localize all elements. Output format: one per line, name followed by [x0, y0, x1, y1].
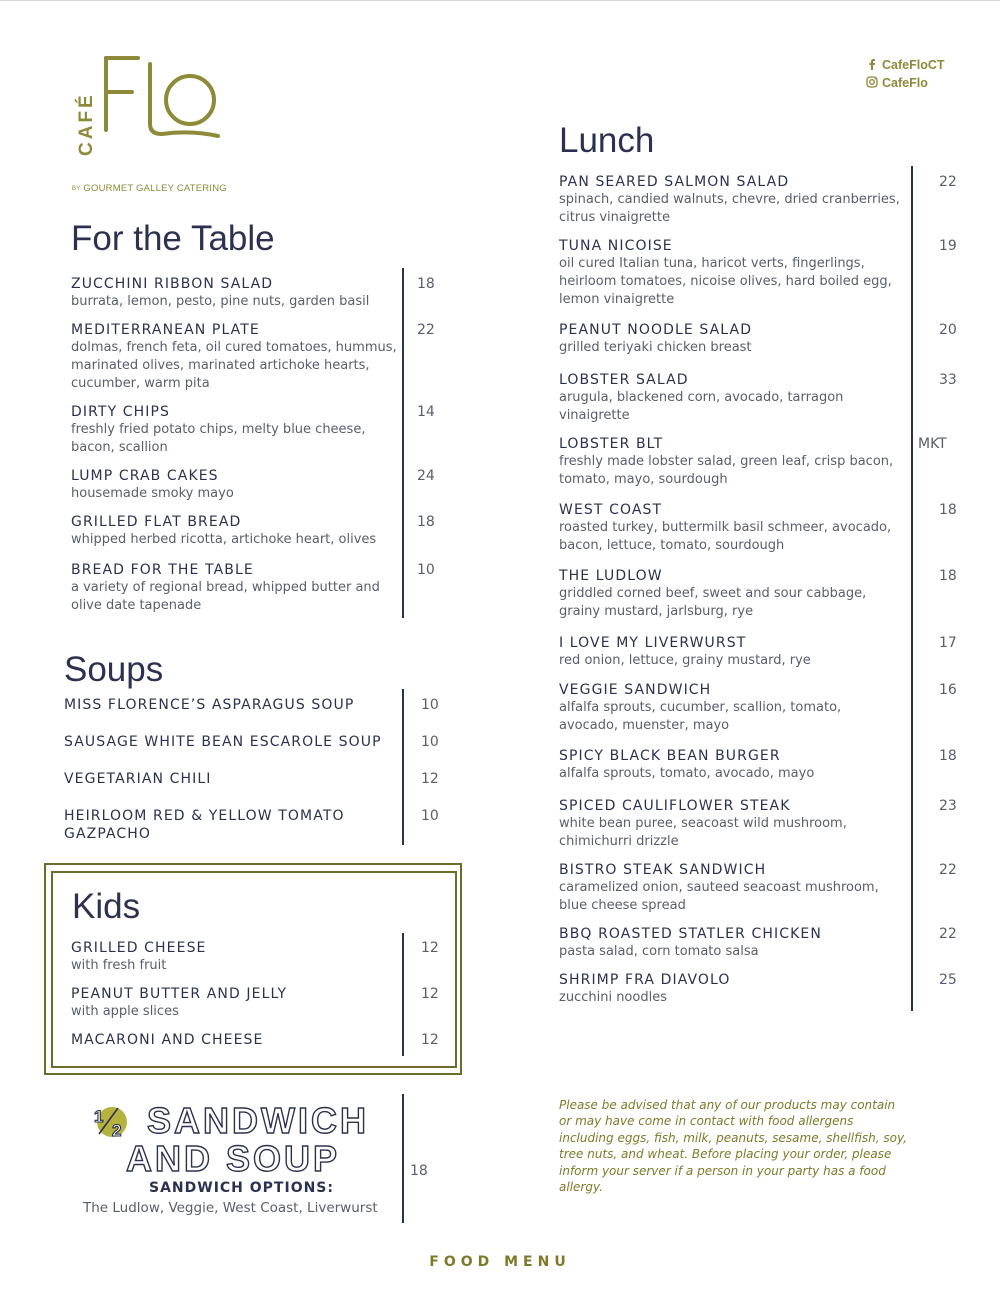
- menu-item-price: 17: [939, 635, 957, 651]
- logo-by: BY: [72, 186, 81, 192]
- menu-item-price: MKT: [918, 436, 947, 452]
- menu-item-price: 33: [939, 372, 957, 388]
- logo-cafe-text: CAFÉ: [76, 92, 97, 156]
- menu-item-name: THE LUDLOW: [559, 568, 663, 584]
- menu-item-price: 12: [421, 986, 439, 1002]
- facebook-link[interactable]: [866, 58, 945, 72]
- menu-item-price: 12: [421, 1032, 439, 1048]
- half-title-line2: AND SOUP: [126, 1138, 341, 1179]
- menu-item-description: pasta salad, corn tomato salsa: [559, 944, 759, 959]
- menu-item-name: WEST COAST: [559, 502, 663, 518]
- menu-item-description: caramelized onion, sauteed seacoast mushroom, blue cheese spread: [559, 880, 879, 913]
- half-price: 18: [410, 1163, 428, 1179]
- footer-food-menu: FOOD MENU: [429, 1254, 571, 1270]
- menu-item-price: 24: [417, 468, 435, 484]
- menu-item-name: MACARONI AND CHEESE: [71, 1032, 264, 1048]
- menu-item-description: with apple slices: [71, 1004, 179, 1019]
- menu-item-description: a variety of regional bread, whipped butter and olive date tapenade: [71, 580, 380, 613]
- menu-item-price: 19: [939, 238, 957, 254]
- menu-item-name: BBQ ROASTED STATLER CHICKEN: [559, 926, 822, 942]
- menu-item-description: freshly made lobster salad, green leaf, crisp bacon, tomato, mayo, sourdough: [559, 454, 894, 487]
- svg-text:1: 1: [94, 1107, 104, 1126]
- menu-item-price: 25: [939, 972, 957, 988]
- menu-item-description: white bean puree, seacoast wild mushroom, chimichurri drizzle: [559, 816, 847, 849]
- menu-item-description: alfalfa sprouts, tomato, avocado, mayo: [559, 766, 815, 781]
- menu-item-name: LOBSTER SALAD: [559, 372, 689, 388]
- menu-item-name: BISTRO STEAK SANDWICH: [559, 862, 767, 878]
- menu-item-description: zucchini noodles: [559, 990, 667, 1005]
- menu-item-name: LUMP CRAB CAKES: [71, 468, 219, 484]
- menu-item-price: 12: [421, 940, 439, 956]
- logo-sub-text: GOURMET GALLEY CATERING: [83, 183, 227, 194]
- menu-item-name: PEANUT BUTTER AND JELLY: [71, 986, 288, 1002]
- menu-item-description: alfalfa sprouts, cucumber, scallion, tomato, avocado, muenster, mayo: [559, 700, 842, 733]
- menu-item-price: 22: [417, 322, 435, 338]
- instagram-handle: CafeFlo: [882, 76, 928, 90]
- sandwich-options-list: The Ludlow, Veggie, West Coast, Liverwurst: [83, 1200, 378, 1216]
- menu-item-name: HEIRLOOM RED & YELLOW TOMATO GAZPACHO: [64, 808, 345, 842]
- menu-item-price: 22: [939, 926, 957, 942]
- menu-item-description: roasted turkey, buttermilk basil schmeer, avocado, bacon, lettuce, tomato, sourdough: [559, 520, 892, 553]
- logo-flo-text: [100, 50, 222, 159]
- menu-item-name: I LOVE MY LIVERWURST: [559, 635, 747, 651]
- menu-item-price: 22: [939, 862, 957, 878]
- soups-title: Soups: [64, 650, 164, 689]
- menu-item-price: 12: [421, 771, 439, 787]
- menu-item-name: TUNA NICOISE: [559, 238, 673, 254]
- menu-item-name: LOBSTER BLT: [559, 436, 664, 452]
- menu-item-name: GRILLED FLAT BREAD: [71, 514, 242, 530]
- menu-item-name: SPICY BLACK BEAN BURGER: [559, 748, 781, 764]
- menu-item-name: SPICED CAULIFLOWER STEAK: [559, 798, 791, 814]
- menu-item-price: 18: [939, 502, 957, 518]
- soups-divider: [402, 689, 404, 845]
- half-title-line1: SANDWICH: [147, 1100, 369, 1141]
- kids-title: Kids: [72, 887, 141, 926]
- menu-item-name: VEGGIE SANDWICH: [559, 682, 712, 698]
- menu-item-description: burrata, lemon, pesto, pine nuts, garden basil: [71, 294, 370, 309]
- half-divider: [402, 1094, 404, 1223]
- menu-item-price: 10: [421, 697, 439, 713]
- allergy-notice: Please be advised that any of our products may contain or may have come in contact with food allergens including eggs, fish, milk, peanuts, sesame, shellfish, soy, tree nuts, and wheat. Before placing your order, please inform your server if a person in your party has a food allergy.: [559, 1098, 907, 1195]
- menu-item-price: 18: [417, 276, 435, 292]
- menu-item-price: 23: [939, 798, 957, 814]
- lunch-divider: [911, 166, 913, 1011]
- menu-item-name: DIRTY CHIPS: [71, 404, 171, 420]
- menu-item-name: BREAD FOR THE TABLE: [71, 562, 254, 578]
- menu-item-description: housemade smoky mayo: [71, 486, 234, 501]
- lunch-title: Lunch: [559, 121, 655, 160]
- instagram-link[interactable]: [866, 76, 928, 90]
- menu-item-description: griddled corned beef, sweet and sour cabbage, grainy mustard, jarlsburg, rye: [559, 586, 867, 619]
- menu-item-price: 22: [939, 174, 957, 190]
- menu-item-description: dolmas, french feta, oil cured tomatoes, hummus, marinated olives, marinated artichoke hearts, cucumber, warm pita: [71, 340, 397, 391]
- menu-item-name: SHRIMP FRA DIAVOLO: [559, 972, 731, 988]
- menu-item-description: whipped herbed ricotta, artichoke heart, olives: [71, 532, 377, 547]
- menu-item-description: grilled teriyaki chicken breast: [559, 340, 752, 355]
- menu-item-name: PAN SEARED SALMON SALAD: [559, 174, 790, 190]
- menu-item-description: red onion, lettuce, grainy mustard, rye: [559, 653, 811, 668]
- menu-item-name: VEGETARIAN CHILI: [64, 771, 212, 787]
- menu-item-price: 16: [939, 682, 957, 698]
- menu-item-name: SAUSAGE WHITE BEAN ESCAROLE SOUP: [64, 734, 382, 750]
- svg-text:2: 2: [112, 1121, 122, 1138]
- menu-item-price: 20: [939, 322, 957, 338]
- menu-item-price: 18: [939, 748, 957, 764]
- menu-item-name: PEANUT NOODLE SALAD: [559, 322, 753, 338]
- menu-item-price: 10: [421, 808, 439, 824]
- menu-item-description: freshly fried potato chips, melty blue cheese, bacon, scallion: [71, 422, 366, 455]
- menu-item-description: oil cured Italian tuna, haricot verts, fingerlings, heirloom tomatoes, nicoise olives, hard boiled egg, lemon vinaigrette: [559, 256, 892, 307]
- facebook-handle: CafeFloCT: [882, 58, 945, 72]
- menu-item-name: ZUCCHINI RIBBON SALAD: [71, 276, 274, 292]
- menu-item-price: 18: [417, 514, 435, 530]
- flo-logo-mark: [100, 50, 222, 142]
- menu-item-description: with fresh fruit: [71, 958, 167, 973]
- top-divider: [0, 0, 1000, 1]
- facebook-icon: [866, 58, 878, 70]
- instagram-icon: [866, 76, 878, 88]
- menu-item-price: 10: [421, 734, 439, 750]
- menu-item-description: arugula, blackened corn, avocado, tarragon vinaigrette: [559, 390, 844, 423]
- kids-divider: [402, 933, 404, 1056]
- for-the-table-title: For the Table: [71, 219, 275, 258]
- menu-item-price: 18: [939, 568, 957, 584]
- menu-item-name: MEDITERRANEAN PLATE: [71, 322, 260, 338]
- for-the-table-divider: [402, 268, 404, 618]
- menu-item-price: 10: [417, 562, 435, 578]
- menu-item-description: spinach, candied walnuts, chevre, dried cranberries, citrus vinaigrette: [559, 192, 900, 225]
- half-fraction-mark: [90, 1104, 132, 1138]
- menu-item-name: MISS FLORENCE’S ASPARAGUS SOUP: [64, 697, 355, 713]
- logo-subtitle: [72, 183, 227, 194]
- menu-item-price: 14: [417, 404, 435, 420]
- menu-item-name: GRILLED CHEESE: [71, 940, 207, 956]
- sandwich-options-title: SANDWICH OPTIONS:: [149, 1180, 334, 1196]
